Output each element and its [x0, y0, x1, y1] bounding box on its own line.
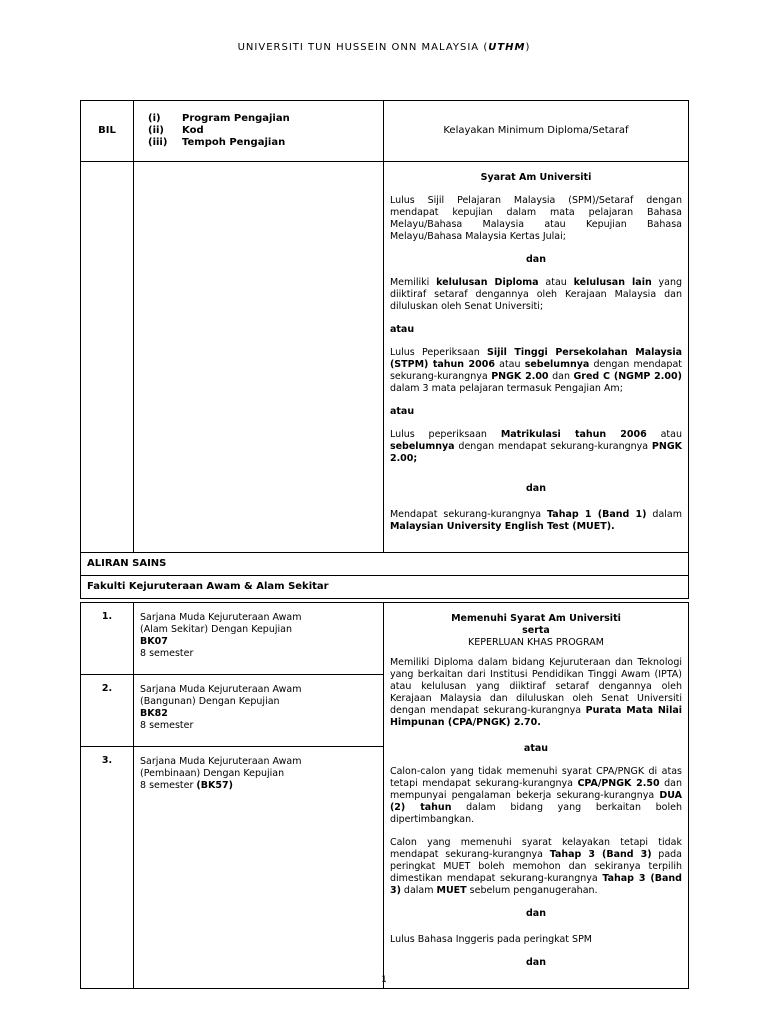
- aliran-row: [81, 553, 689, 576]
- program-row: 2. Sarjana Muda Kejuruteraan Awam (Bangunan) Dengan Kepujian BK82 8 semester: [81, 675, 689, 747]
- program-row: 3. Sarjana Muda Kejuruteraan Awam (Pembinaan) Dengan Kepujian 8 semester (BK57): [81, 747, 689, 989]
- general-requirements: Syarat Am Universiti Lulus Sijil Pelajaran Malaysia (SPM)/Setaraf dengan mendapat kepujian dalam mata pelajaran Bahasa Melayu/Bahasa Malaysia atau Kepujian Bahasa Melayu/Bahasa Malaysia Kertas Julai; dan Memiliki kelulusan Diploma atau kelulusan lain yang diiktiraf setaraf dengannya oleh Kerajaan Malaysia dan diluluskan oleh Senat Universiti; atau Lulus Peperiksaan Sijil Tinggi Persekolahan Malaysia (STPM) tahun 2006 atau sebelumnya dengan mendapat sekurang-kurangnya PNGK 2.00 dan Gred C (NGMP 2.00) dalam 3 mata pelajaran termasuk Pengajian Am; atau Lulus peperiksaan Matrikulasi tahun 2006 atau sebelumnya dengan mendapat sekurang-kurangnya PNGK 2.00; dan Mendapat sekurang-kurangnya Tahap 1 (Band 1) dalam Malaysian University English Test (MUET).: [383, 162, 688, 553]
- program-cell: Sarjana Muda Kejuruteraan Awam (Pembinaan) Dengan Kepujian 8 semester (BK57): [134, 747, 384, 989]
- requirements-table: [80, 100, 689, 989]
- page-number: 1: [381, 975, 387, 985]
- general-requirements-row: [81, 162, 689, 553]
- fakulti-label: Fakulti Kejuruteraan Awam & Alam Sekitar: [81, 576, 689, 599]
- header-title-close: ): [525, 42, 531, 53]
- program-cell: Sarjana Muda Kejuruteraan Awam (Bangunan) Dengan Kepujian BK82 8 semester: [134, 675, 384, 747]
- special-requirements: Memenuhi Syarat Am Universiti serta KEPERLUAN KHAS PROGRAM Memiliki Diploma dalam bidang Kejuruteraan dan Teknologi yang berkaitan dari Institusi Pendidikan Tinggi Awam (IPTA) atau kelulusan yang diiktiraf setaraf dengannya oleh Kerajaan Malaysia dan diluluskan oleh Senat Universiti dengan mendapat sekurang-kurangnya Purata Mata Nilai Himpunan (CPA/PNGK) 2.70. atau Calon-calon yang tidak memenuhi syarat CPA/PNGK di atas tetapi mendapat sekurang-kurangnya CPA/PNGK 2.50 dan mempunyai pengalaman bekerja sekurang-kurangnya DUA (2) tahun dalam bidang yang berkaitan boleh dipertimbangkan. Calon yang memenuhi syarat kelayakan tetapi tidak mendapat sekurang-kurangnya Tahap 3 (Band 3) pada peringkat MUET boleh memohon dan sekiranya terpilih dimestikan mendapat sekurang-kurangnya Tahap 3 (Band 3) dalam MUET sebelum penganugerahan. dan Lulus Bahasa Inggeris pada peringkat SPM dan: [383, 603, 688, 989]
- page-header: [0, 42, 768, 53]
- fakulti-row: [81, 576, 689, 599]
- program-row: 1. Sarjana Muda Kejuruteraan Awam (Alam Sekitar) Dengan Kepujian BK07 8 semester Memenuhi Syarat Am Universiti serta KEPERLUAN KHAS PROGRAM Memiliki Diploma dalam bidang Kejuruteraan dan Teknologi yang berkaitan dari Institusi Pendidikan Tinggi Awam (IPTA) atau kelulusan yang diiktiraf setaraf dengannya oleh Kerajaan Malaysia dan diluluskan oleh Senat Universiti dengan mendapat sekurang-kurangnya Purata Mata Nilai Himpunan (CPA/PNGK) 2.70. atau Calon-calon yang tidak memenuhi syarat CPA/PNGK di atas tetapi mendapat sekurang-kurangnya CPA/PNGK 2.50 dan mempunyai pengalaman bekerja sekurang-kurangnya DUA (2) tahun dalam bidang yang berkaitan boleh dipertimbangkan. Calon yang memenuhi syarat kelayakan tetapi tidak mendapat sekurang-kurangnya Tahap 3 (Band 3) pada peringkat MUET boleh memohon dan sekiranya terpilih dimestikan mendapat sekurang-kurangnya Tahap 3 (Band 3) dalam MUET sebelum penganugerahan. dan Lulus Bahasa Inggeris pada peringkat SPM dan: [81, 603, 689, 675]
- header-title-abbrev: UTHM: [488, 42, 526, 53]
- aliran-label: ALIRAN SAINS: [81, 553, 689, 576]
- col-bil: BIL: [81, 101, 134, 162]
- col-kelayakan: Kelayakan Minimum Diploma/Setaraf: [383, 101, 688, 162]
- program-cell: Sarjana Muda Kejuruteraan Awam (Alam Sekitar) Dengan Kepujian BK07 8 semester: [134, 603, 384, 675]
- col-program: (i) Program Pengajian (ii) Kod (iii) Tempoh Pengajian: [134, 101, 384, 162]
- table-header-row: [81, 101, 689, 162]
- header-title: UNIVERSITI TUN HUSSEIN ONN MALAYSIA (: [237, 42, 489, 53]
